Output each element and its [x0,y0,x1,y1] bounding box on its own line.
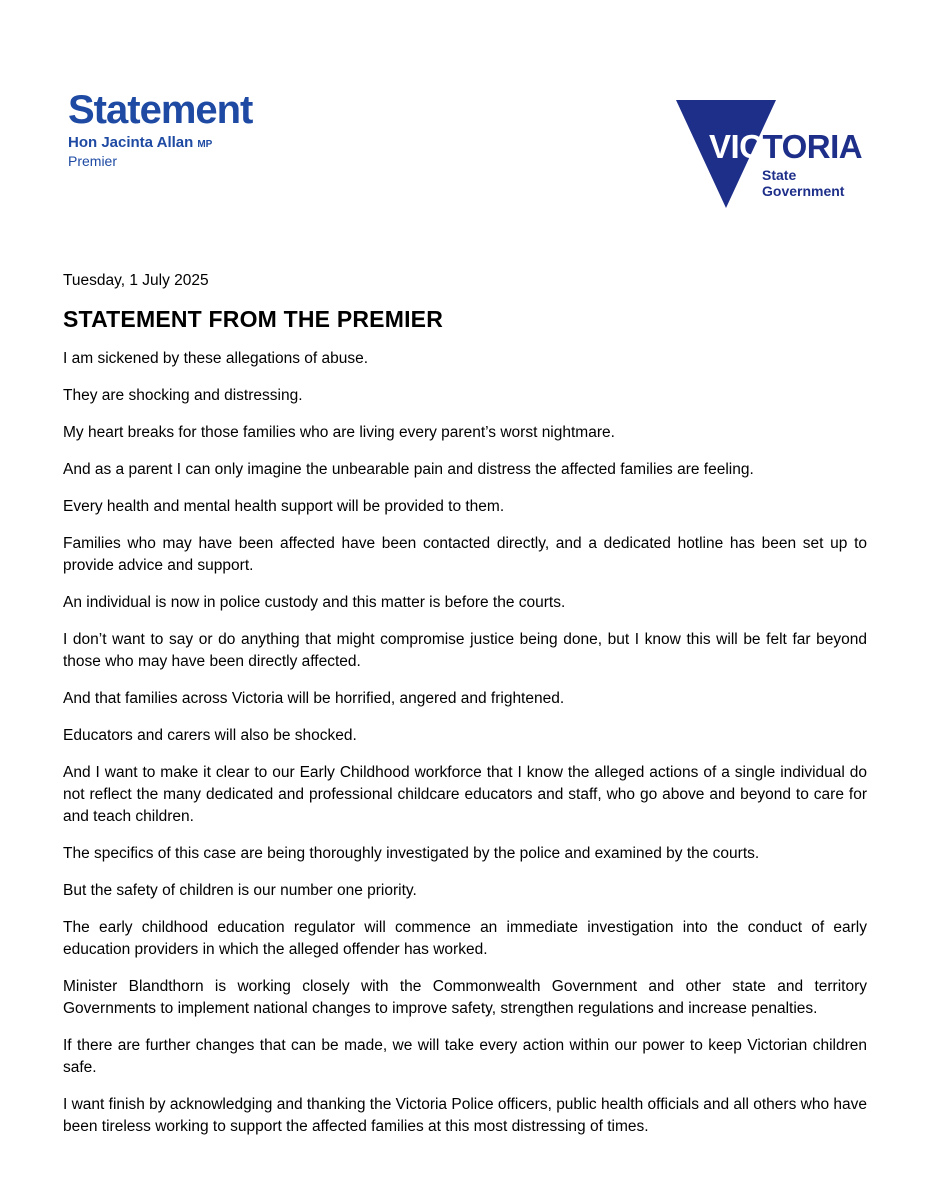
paragraph: If there are further changes that can be made, we will take every action within our power to keep Victorian children safe. [63,1037,867,1076]
logo-state: State [762,167,797,183]
paragraph: Families who may have been affected have been contacted directly, and a dedicated hotline has been set up to provide advice and support. [63,535,867,574]
paragraph: Every health and mental health support will be provided to them. [63,498,505,515]
paragraph: I am sickened by these allegations of abuse. [63,350,369,367]
logo-text [676,100,876,210]
logo-word-white: VIC [709,128,763,165]
statement-date: Tuesday, 1 July 2025 [63,272,209,289]
logo-word-text: TORIA [762,128,863,165]
minister-role: Premier [68,153,118,169]
paragraph: The specifics of this case are being thoroughly investigated by the police and examined by the courts. [63,845,760,862]
post-nominal: MP [197,139,213,150]
paragraph: My heart breaks for those families who are living every parent’s worst nightmare. [63,424,615,441]
paragraph: An individual is now in police custody and this matter is before the courts. [63,594,566,611]
paragraph: But the safety of children is our number one priority. [63,882,417,899]
minister-name: Hon Jacinta Allan [68,134,194,151]
statement-body [63,270,867,1153]
page-title: STATEMENT FROM THE PREMIER [63,306,444,332]
paragraph: The early childhood education regulator will commence an immediate investigation into the conduct of early education providers in which the alleged offender has worked. [63,919,867,958]
logo-word [709,130,862,164]
statement-heading: Statement [68,88,253,132]
paragraph: Educators and carers will also be shocked. [63,727,357,744]
paragraph: And as a parent I can only imagine the unbearable pain and distress the affected families are feeling. [63,461,754,478]
paragraph: Minister Blandthorn is working closely with the Commonwealth Government and other state and territory Governments to implement national changes to improve safety, strengthen regulations and increase penalties. [63,978,867,1017]
paragraph: And that families across Victoria will be horrified, angered and frightened. [63,690,565,707]
logo-government: Government [762,183,845,199]
paragraph: And I want to make it clear to our Early Childhood workforce that I know the alleged actions of a single individual do not reflect the many dedicated and professional childcare educators and staff, who go above and beyond to care for and teach children. [63,764,867,825]
statement-header [68,88,252,169]
paragraph: I want finish by acknowledging and thanking the Victoria Police officers, public health officials and all others who have been tireless working to support the affected families at this most distressing of times. [63,1096,867,1135]
paragraph: I don’t want to say or do anything that might compromise justice being done, but I know this will be felt far beyond those who may have been directly affected. [63,631,867,670]
paragraph-list [63,348,867,1138]
victoria-state-government-logo [676,100,876,210]
paragraph: They are shocking and distressing. [63,387,303,404]
minister-name-line [68,135,252,153]
